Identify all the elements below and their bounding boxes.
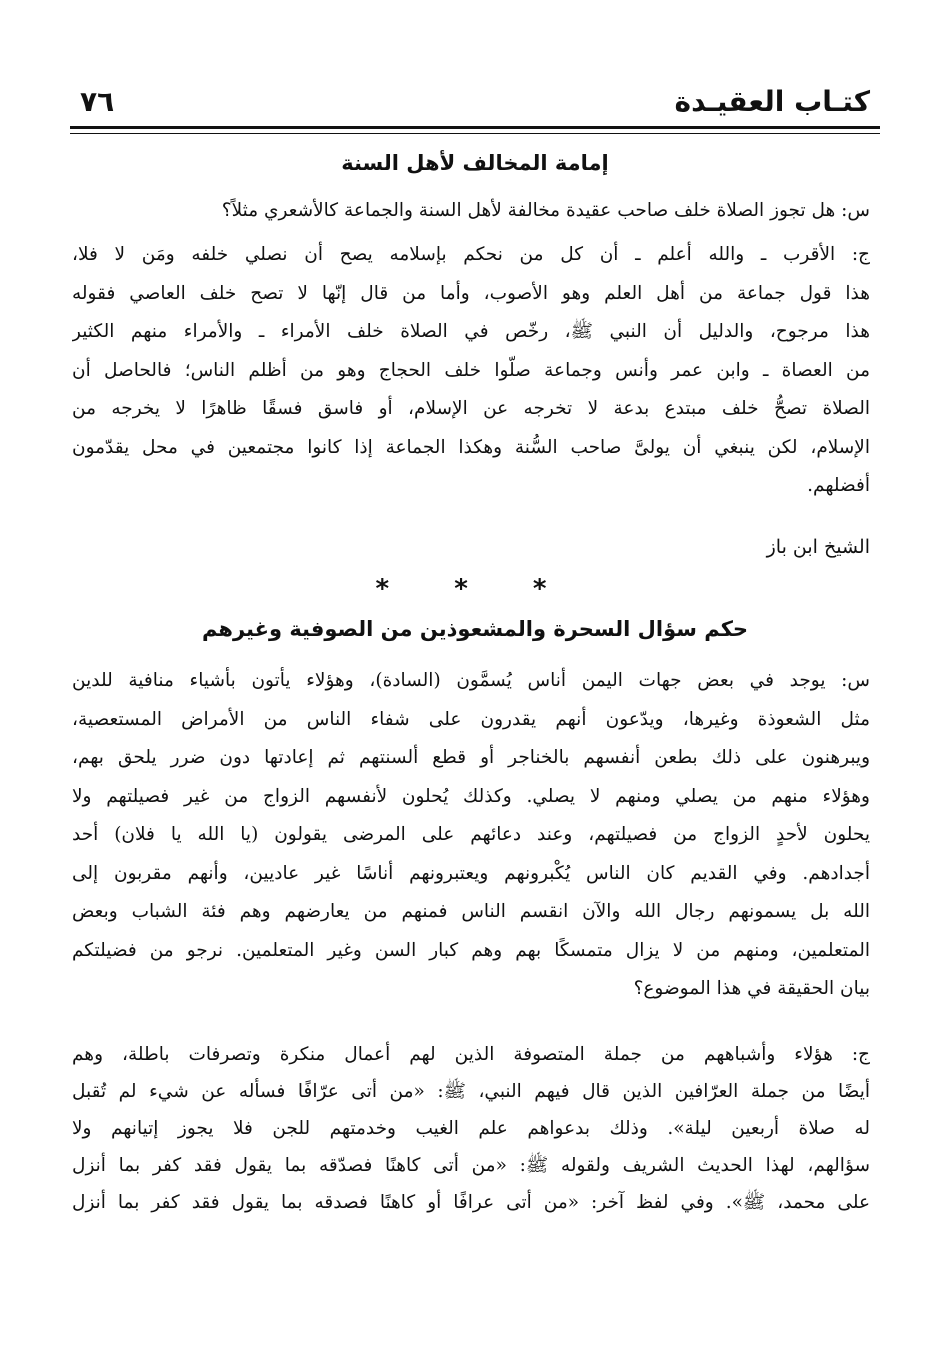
text-line: يحلون لأحدٍ الزواج من فصيلتهم، وعند دعائهم على المرضى يقولون (يا الله يا فلان) أحد <box>72 824 870 845</box>
header-rule <box>70 126 880 129</box>
text-line: ج: الأقرب ـ والله أعلم ـ أن كل من نحكم بإسلامه يصح أن نصلي خلفه ومَن لا فلا، <box>72 244 870 265</box>
text-line: س: هل تجوز الصلاة خلف صاحب عقيدة مخالفة لأهل السنة والجماعة كالأشعري مثلاً؟ <box>221 200 870 221</box>
text-line: ويبرهنون على ذلك بطعن أنفسهم بالخناجر أو قطع ألسنتهم ثم إعادتها دون ضرر يلحق بهم، <box>72 747 870 768</box>
text-line: مثل الشعوذة وغيرها، ويدّعون أنهم يقدرون على شفاء الناس من الأمراض المستعصية، <box>72 708 870 730</box>
header-rule-thin <box>70 133 880 134</box>
text-line: الصلاة تصحُّ خلف مبتدع بدعة لا تخرجه عن الإسلام، أو فاسق فسقًا ظاهرًا لا يخرجه من <box>72 398 870 419</box>
signature-ibn-baz: الشيخ ابن باز <box>766 536 870 558</box>
answer-paragraph-1 <box>72 236 870 506</box>
text-line: بيان الحقيقة في هذا الموضوع؟ <box>633 978 870 999</box>
text-line: ج: هؤلاء وأشباههم من جملة المتصوفة الذين لهم أعمال منكرة وتصرفات باطلة، وهم <box>72 1044 870 1065</box>
question-paragraph-2 <box>72 662 870 1009</box>
text-line: من العصاة ـ وابن عمر وأنس وجماعة صلّوا خلف الحجاج وهو من أظلم الناس؛ فالحاصل أن <box>72 359 870 381</box>
text-line: على محمد، ﷺ». وفي لفظ آخر: «من أتى عرافًا أو كاهنًا فصدقه بما يقول فقد كفر بما أنزل <box>72 1192 870 1213</box>
answer-paragraph-2 <box>72 1036 870 1221</box>
section-heading-imamah: إمامة المخالف لأهل السنة <box>341 151 609 175</box>
section-separator: * * * <box>375 574 575 604</box>
text-line: أيضًا من جملة العرّافين الذين قال فيهم النبي، ﷺ: «من أتى عرّافًا فسأله عن شيء لم تُقبل <box>72 1081 870 1102</box>
text-line: أفضلهم. <box>807 475 870 496</box>
text-line: س: يوجد في بعض جهات اليمن أناس يُسمَّون (السادة)، وهؤلاء يأتون بأشياء منافية للدين <box>72 670 870 691</box>
running-title: كتـاب العقيـدة <box>674 85 870 118</box>
text-line: الإسلام، لكن ينبغي أن يولىَّ صاحب السُّنة وهكذا الجماعة إذا كانوا مجتمعين في محل يقدّمون <box>72 436 870 458</box>
section-heading-sorcery: حكم سؤال السحرة والمشعوذين من الصوفية وغيرهم <box>201 617 749 641</box>
text-line: هذا مرجوح، والدليل أن النبي ﷺ، رخّص في الصلاة خلف الأمراء ـ والأمراء منهم الكثير <box>72 321 870 342</box>
text-line: سؤالهم، لهذا الحديث الشريف ولقوله ﷺ: «من أتى كاهنًا فصدّقه بما يقول فقد كفر بما أنزل <box>72 1155 870 1176</box>
text-line: هذا قول جماعة من أهل العلم وهو الأصوب، وأما من قال إنّها لا تصح خلف العاصي فقوله <box>72 282 870 304</box>
text-line: المتعلمين، ومنهم من لا يزال متمسكًا بهم وهم كبار السن وغير المتعلمين. نرجو من فضيلتكم <box>72 939 870 961</box>
text-line: وهؤلاء منهم من يصلي ومنهم لا يصلي. وكذلك يُحلون لأنفسهم الزواج من غير فصيلتهم ولا <box>72 785 870 807</box>
question-paragraph-1 <box>72 192 870 231</box>
text-line: أجدادهم. وفي القديم كان الناس يُكْبرونهم ويعتبرونهم أناسًا غير عاديين، وأنهم مقربون إلى <box>72 862 870 884</box>
text-line: الله بل يسمونهم رجال الله والآن انقسم الناس فمنهم من يعارضهم وهم فئة الشباب وبعض <box>72 901 870 922</box>
text-line: له صلاة أربعين ليلة». وذلك بدعواهم علم الغيب وخدمتهم للجن فلا يجوز إتيانهم ولا <box>72 1118 870 1139</box>
page-number: ٧٦ <box>80 85 115 118</box>
